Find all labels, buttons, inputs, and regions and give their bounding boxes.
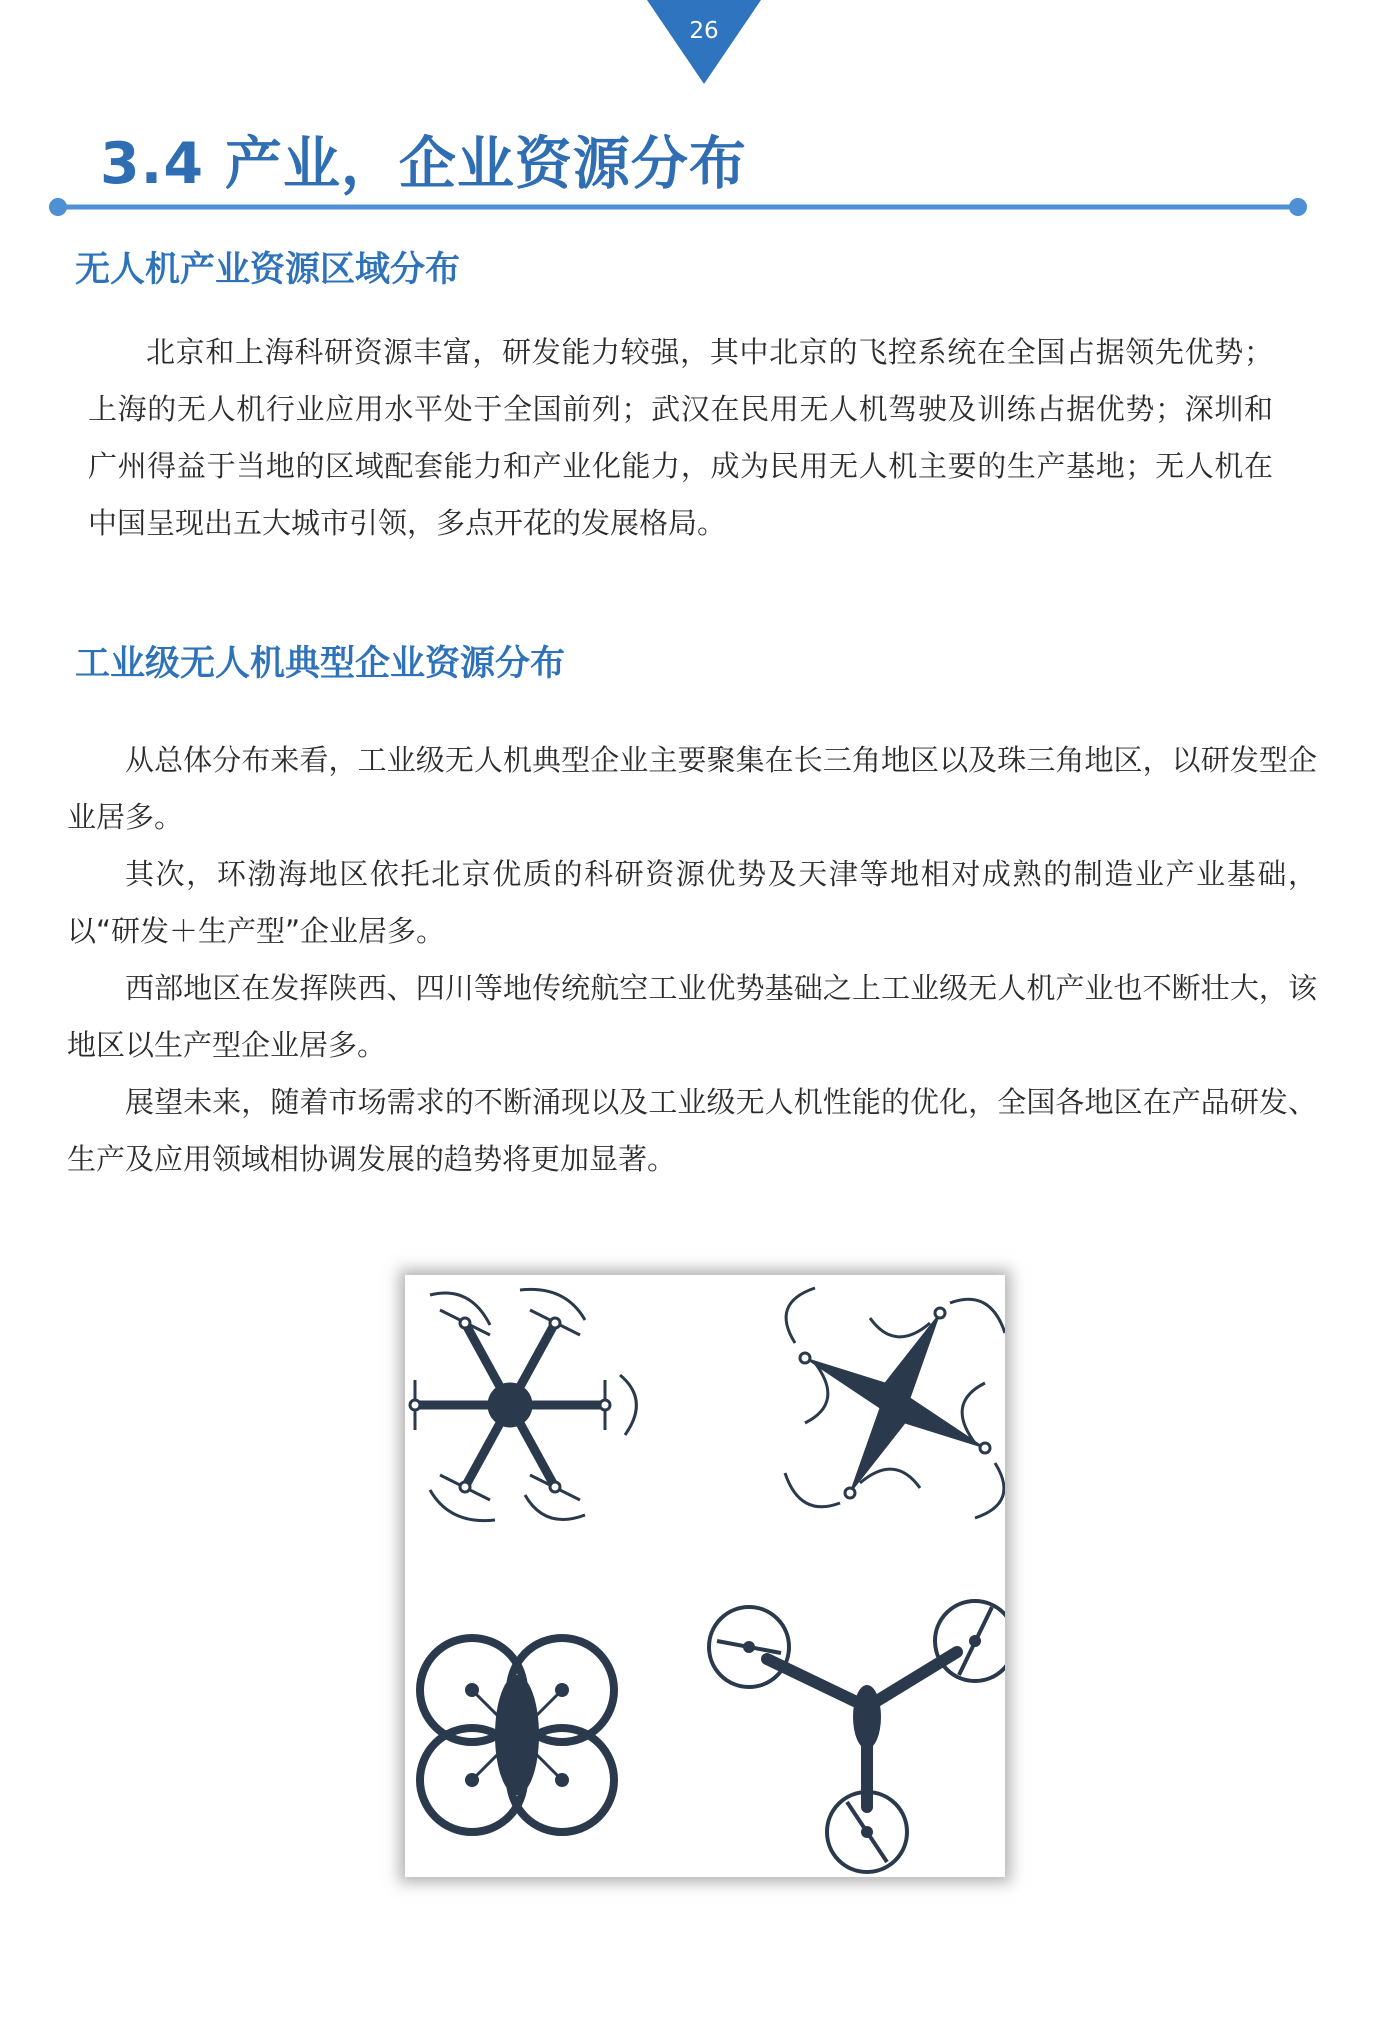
paragraph: 西部地区在发挥陕西、四川等地传统航空工业优势基础之上工业级无人机产业也不断壮大，该地区以生产型企业居多。 [67,971,1317,1062]
page-number: 26 [689,18,719,44]
paragraph: 北京和上海科研资源丰富，研发能力较强，其中北京的飞控系统在全国占据领先优势；上海的无人机行业应用水平处于全国前列；武汉在民用无人机驾驶及训练占据优势；深圳和广州得益于当地的区域配套能力和产业化能力，成为民用无人机主要的生产基地；无人机在中国呈现出五大城市引领，多点开花的发展格局。 [88,335,1273,540]
drone-illustration [405,1275,1005,1877]
region-distribution-text [88,324,1273,552]
enterprise-distribution-text [67,732,1317,1188]
ducted-quadcopter-icon [420,1638,614,1832]
paragraph: 展望未来，随着市场需求的不断涌现以及工业级无人机性能的优化，全国各地区在产品研发、生产及应用领域相协调发展的趋势将更加显著。 [67,1085,1317,1176]
paragraph: 从总体分布来看，工业级无人机典型企业主要聚集在长三角地区以及珠三角地区，以研发型企业居多。 [67,743,1317,834]
section-title: 3.4 产业，企业资源分布 [100,131,747,197]
subheading-enterprise-distribution: 工业级无人机典型企业资源分布 [75,644,566,684]
title-divider [48,196,1308,218]
subheading-region-distribution: 无人机产业资源区域分布 [75,250,461,290]
quadcopter-x-icon [785,1288,1005,1518]
tricopter-icon [709,1601,1005,1872]
paragraph: 其次，环渤海地区依托北京优质的科研资源优势及天津等地相对成熟的制造业产业基础，以“研发＋生产型”企业居多。 [67,857,1317,948]
hexacopter-icon [405,1289,636,1520]
